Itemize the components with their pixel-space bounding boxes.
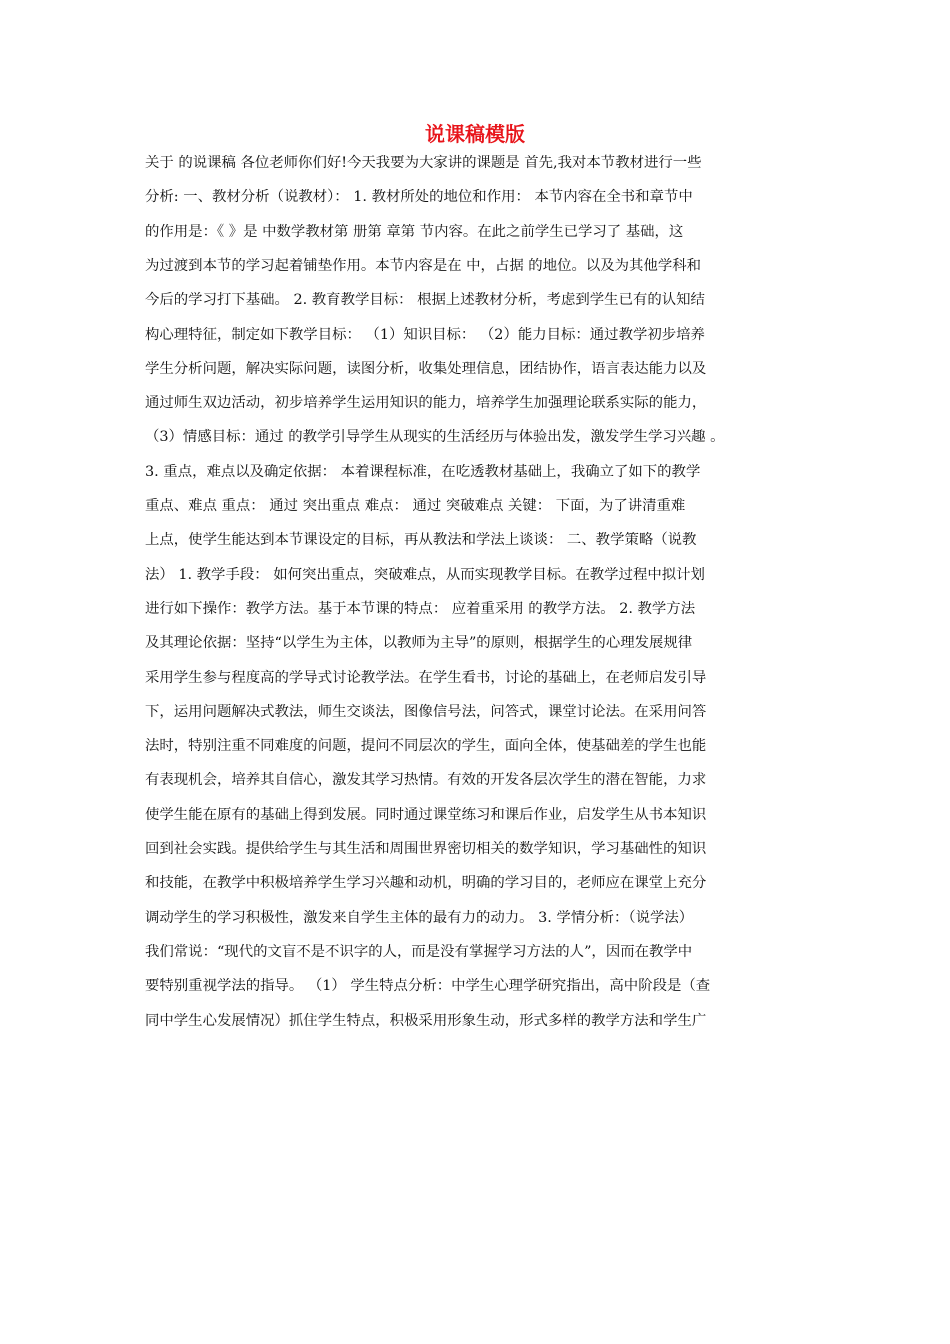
body-text-line: 法时，特别注重不同难度的问题，提问不同层次的学生，面向全体，使基础差的学生也能	[145, 738, 707, 755]
body-text-line: 和技能，在教学中积极培养学生学习兴趣和动机，明确的学习目的，老师应在课堂上充分	[145, 875, 707, 892]
body-text-line: 3. 重点，难点以及确定依据： 本着课程标准，在吃透教材基础上，我确立了如下的教学	[145, 463, 701, 480]
body-text-line: 重点、难点 重点： 通过 突出重点 难点： 通过 突破难点 关键： 下面，为了讲清重难	[145, 498, 686, 514]
body-text-line: 通过师生双边活动，初步培养学生运用知识的能力，培养学生加强理论联系实际的能力，	[145, 395, 707, 412]
body-text-line: 的作用是：《 》是 中数学教材第 册第 章第 节内容。在此之前学生已学习了 基础，这	[145, 223, 684, 240]
body-text-line: 要特别重视学法的指导。 （1） 学生特点分析：中学生心理学研究指出，高中阶段是（查	[145, 978, 711, 995]
body-text-line: 调动学生的学习积极性，激发来自学生主体的最有力的动力。 3. 学情分析：（说学法）	[145, 909, 694, 926]
body-text-line: 关于 的说课稿 各位老师你们好!今天我要为大家讲的课题是 首先,我对本节教材进行一些	[145, 155, 702, 171]
body-text-line: 使学生能在原有的基础上得到发展。同时通过课堂练习和课后作业，启发学生从书本知识	[145, 806, 707, 823]
body-text-line: 为过渡到本节的学习起着铺垫作用。本节内容是在 中，占据 的地位。以及为其他学科和	[145, 257, 701, 274]
body-text-line: 下，运用问题解决式教法，师生交谈法，图像信号法，问答式，课堂讨论法。在采用问答	[145, 703, 707, 720]
body-text-line: 进行如下操作：教学方法。基于本节课的特点： 应着重采用 的教学方法。 2. 教学方法	[145, 600, 696, 617]
body-text-line: 学生分析问题，解决实际问题，读图分析，收集处理信息，团结协作，语言表达能力以及	[145, 360, 707, 377]
body-text-line: （3）情感目标：通过 的教学引导学生从现实的生活经历与体验出发，激发学生学习兴趣 。	[145, 429, 725, 446]
body-text-line: 我们常说：“现代的文盲不是不识字的人，而是没有掌握学习方法的人”，因而在教学中	[145, 943, 693, 960]
body-text-line: 采用学生参与程度高的学导式讨论教学法。在学生看书，讨论的基础上，在老师启发引导	[145, 669, 707, 686]
body-text-line: 上点，使学生能达到本节课设定的目标，再从教法和学法上谈谈： 二、教学策略（说教	[145, 532, 697, 549]
body-text-line: 有表现机会，培养其自信心，激发其学习热情。有效的开发各层次学生的潜在智能，力求	[145, 772, 707, 789]
body-text-line: 今后的学习打下基础。 2. 教育教学目标： 根据上述教材分析，考虑到学生已有的认知结	[145, 292, 705, 309]
document-title: 说课稿模版	[425, 122, 525, 146]
body-text-line: 法） 1. 教学手段： 如何突出重点，突破难点，从而实现教学目标。在教学过程中拟计划	[145, 566, 705, 583]
body-text-line: 分析: 一、教材分析（说教材）： 1. 教材所处的地位和作用： 本节内容在全书和章节中	[145, 189, 693, 206]
body-text-line: 回到社会实践。提供给学生与其生活和周围世界密切相关的数学知识，学习基础性的知识	[145, 841, 707, 857]
body-text-line: 及其理论依据：坚持“以学生为主体，以教师为主导”的原则，根据学生的心理发展规律	[145, 635, 693, 652]
body-text-line: 构心理特征，制定如下教学目标： （1）知识目标： （2）能力目标：通过教学初步培养	[145, 326, 705, 343]
body-text-line: 同中学生心发展情况）抓住学生特点，积极采用形象生动，形式多样的教学方法和学生广	[145, 1012, 707, 1029]
